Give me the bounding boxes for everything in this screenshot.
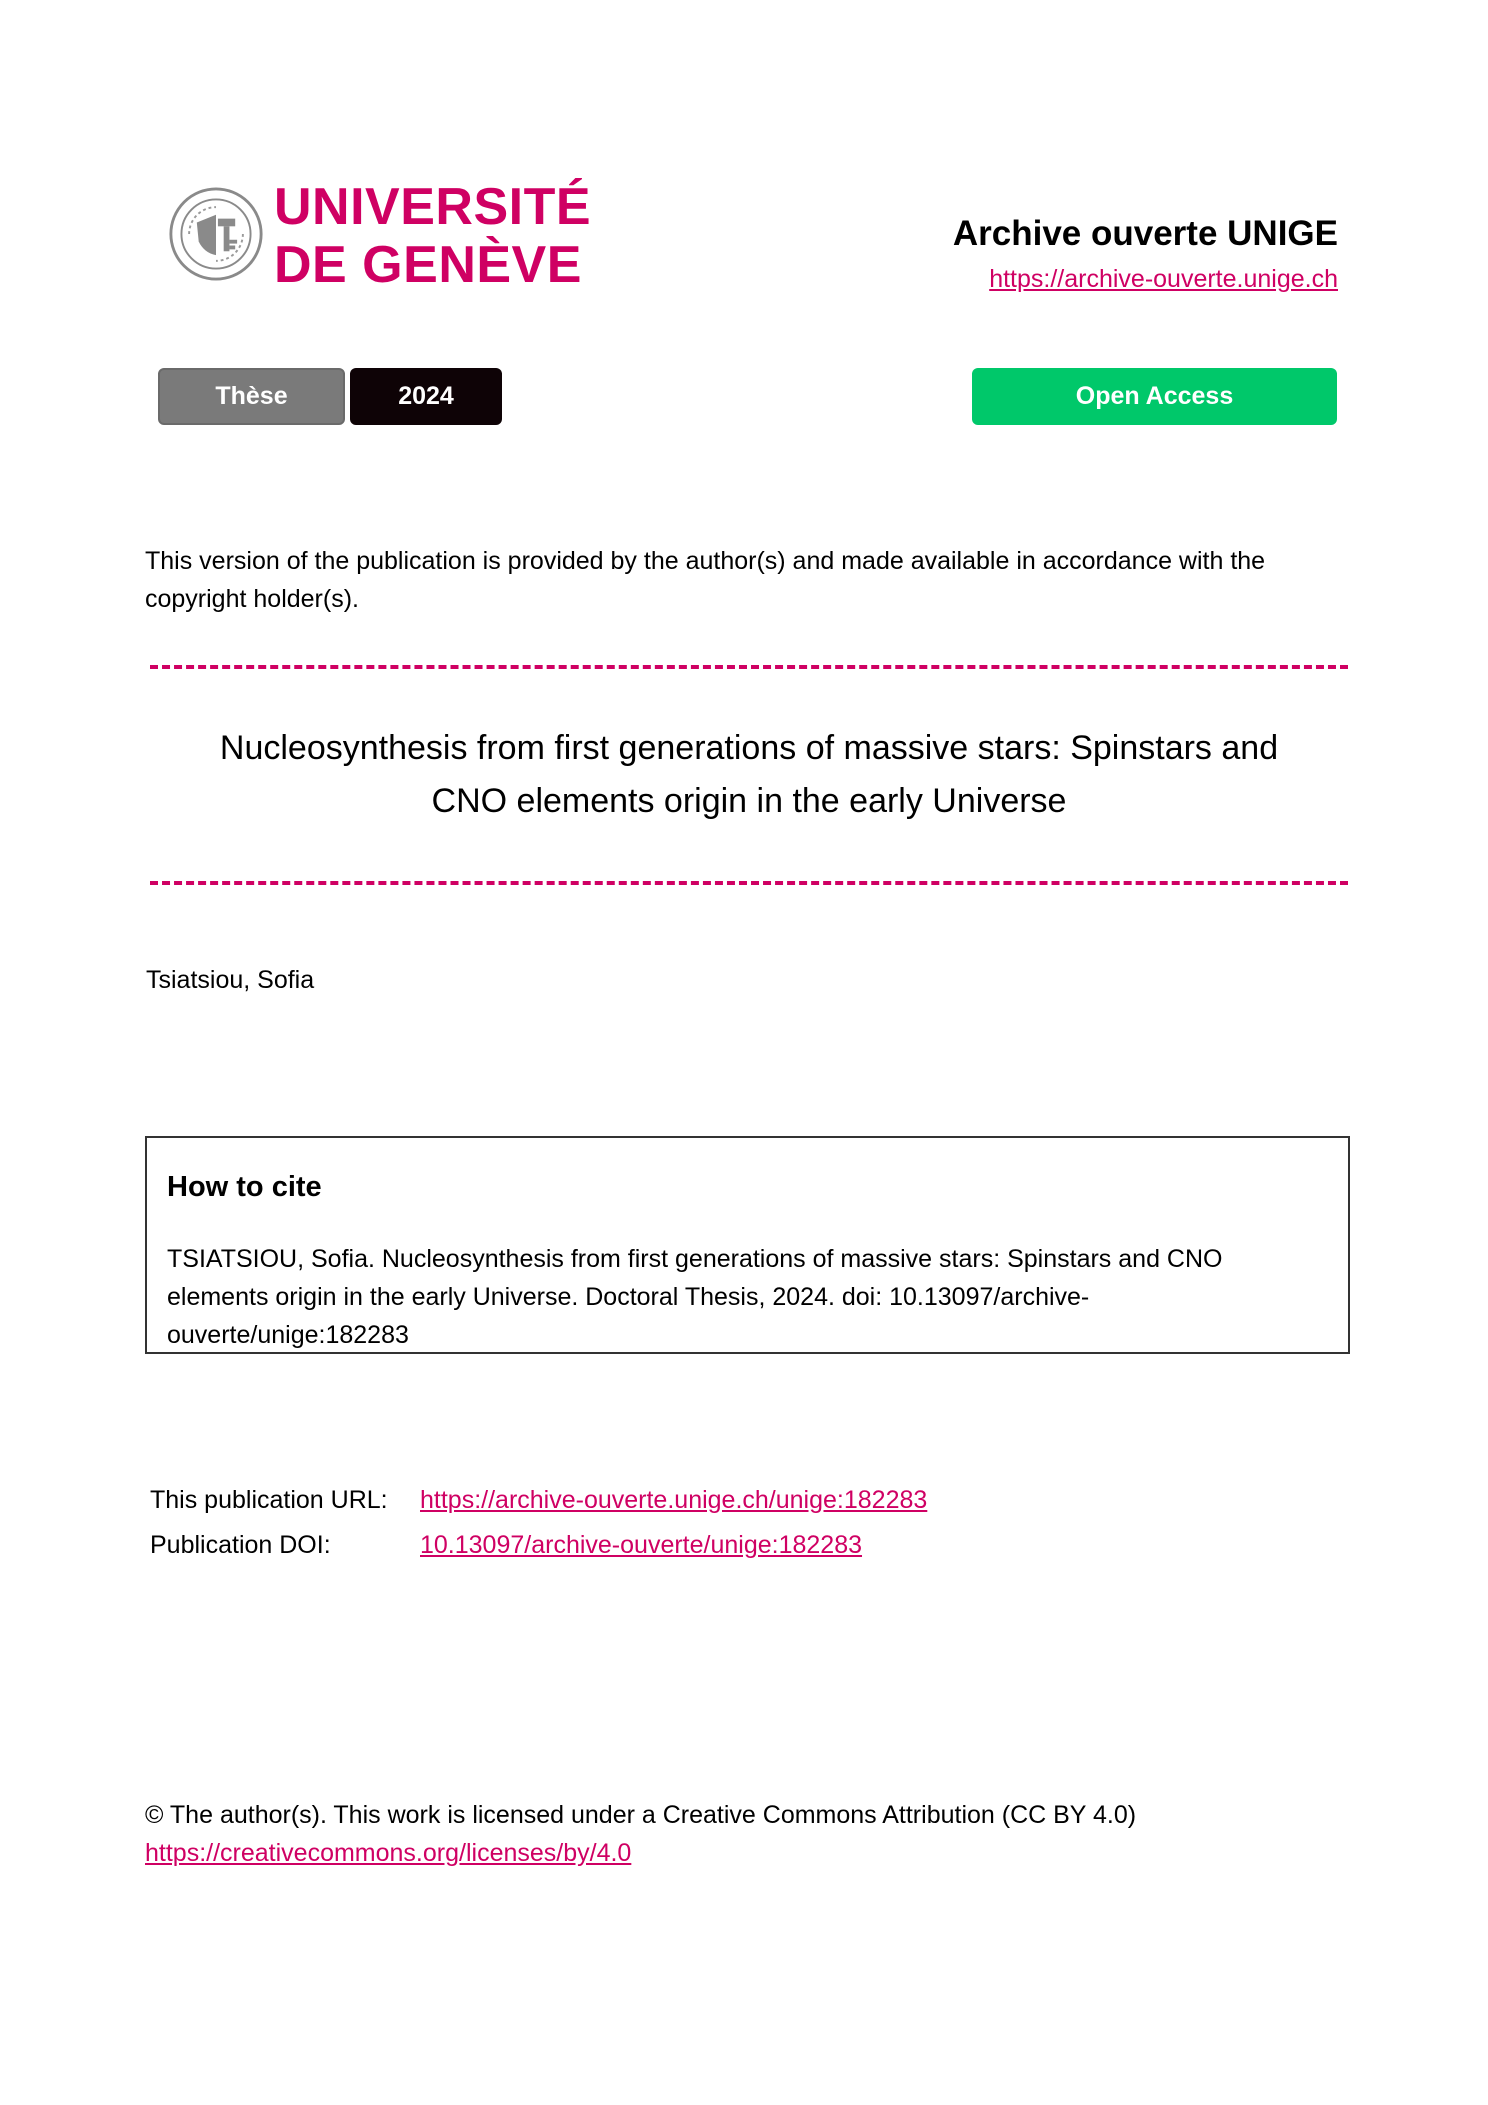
archive-title: Archive ouverte UNIGE (952, 214, 1338, 253)
publication-url-link[interactable]: https://archive-ouverte.unige.ch/unige:182283 (420, 1486, 928, 1514)
archive-url-link[interactable]: https://archive-ouverte.unige.ch (989, 265, 1338, 293)
university-logo (168, 178, 592, 294)
citation-heading: How to cite (167, 1171, 322, 1203)
divider-top (150, 665, 1348, 669)
logo-text-line2: DE GENÈVE (274, 236, 582, 294)
publication-title-line2: CNO elements origin in the early Universe (431, 782, 1067, 820)
logo-text-line1: UNIVERSITÉ (274, 178, 592, 236)
license-text: © The author(s). This work is licensed under a Creative Commons Attribution (CC BY 4.0) (145, 1801, 1137, 1829)
publication-doi-link[interactable]: 10.13097/archive-ouverte/unige:182283 (420, 1531, 863, 1559)
publication-url-label: This publication URL: (150, 1486, 388, 1514)
year-badge: 2024 (350, 368, 502, 425)
university-seal-icon (168, 186, 264, 282)
publication-title-line1: Nucleosynthesis from first generations of massive stars: Spinstars and (219, 729, 1279, 767)
author-name: Tsiatsiou, Sofia (146, 966, 315, 994)
open-access-badge: Open Access (972, 368, 1337, 425)
document-type-badge: Thèse (158, 368, 345, 425)
publication-title (150, 722, 1348, 828)
version-note: This version of the publication is provided by the author(s) and made available in accordance with the copyright holder(s). (145, 547, 1266, 613)
publication-doi-label: Publication DOI: (150, 1531, 331, 1559)
divider-bottom (150, 881, 1348, 885)
license-url-link[interactable]: https://creativecommons.org/licenses/by/4.0 (145, 1839, 632, 1867)
citation-text: TSIATSIOU, Sofia. Nucleosynthesis from first generations of massive stars: Spinstars and CNO elements origin in the early Universe. Doctoral Thesis, 2024. doi: 10.13097/archive-ouverte/unige:182283 (167, 1245, 1223, 1349)
citation-box (145, 1136, 1350, 1354)
